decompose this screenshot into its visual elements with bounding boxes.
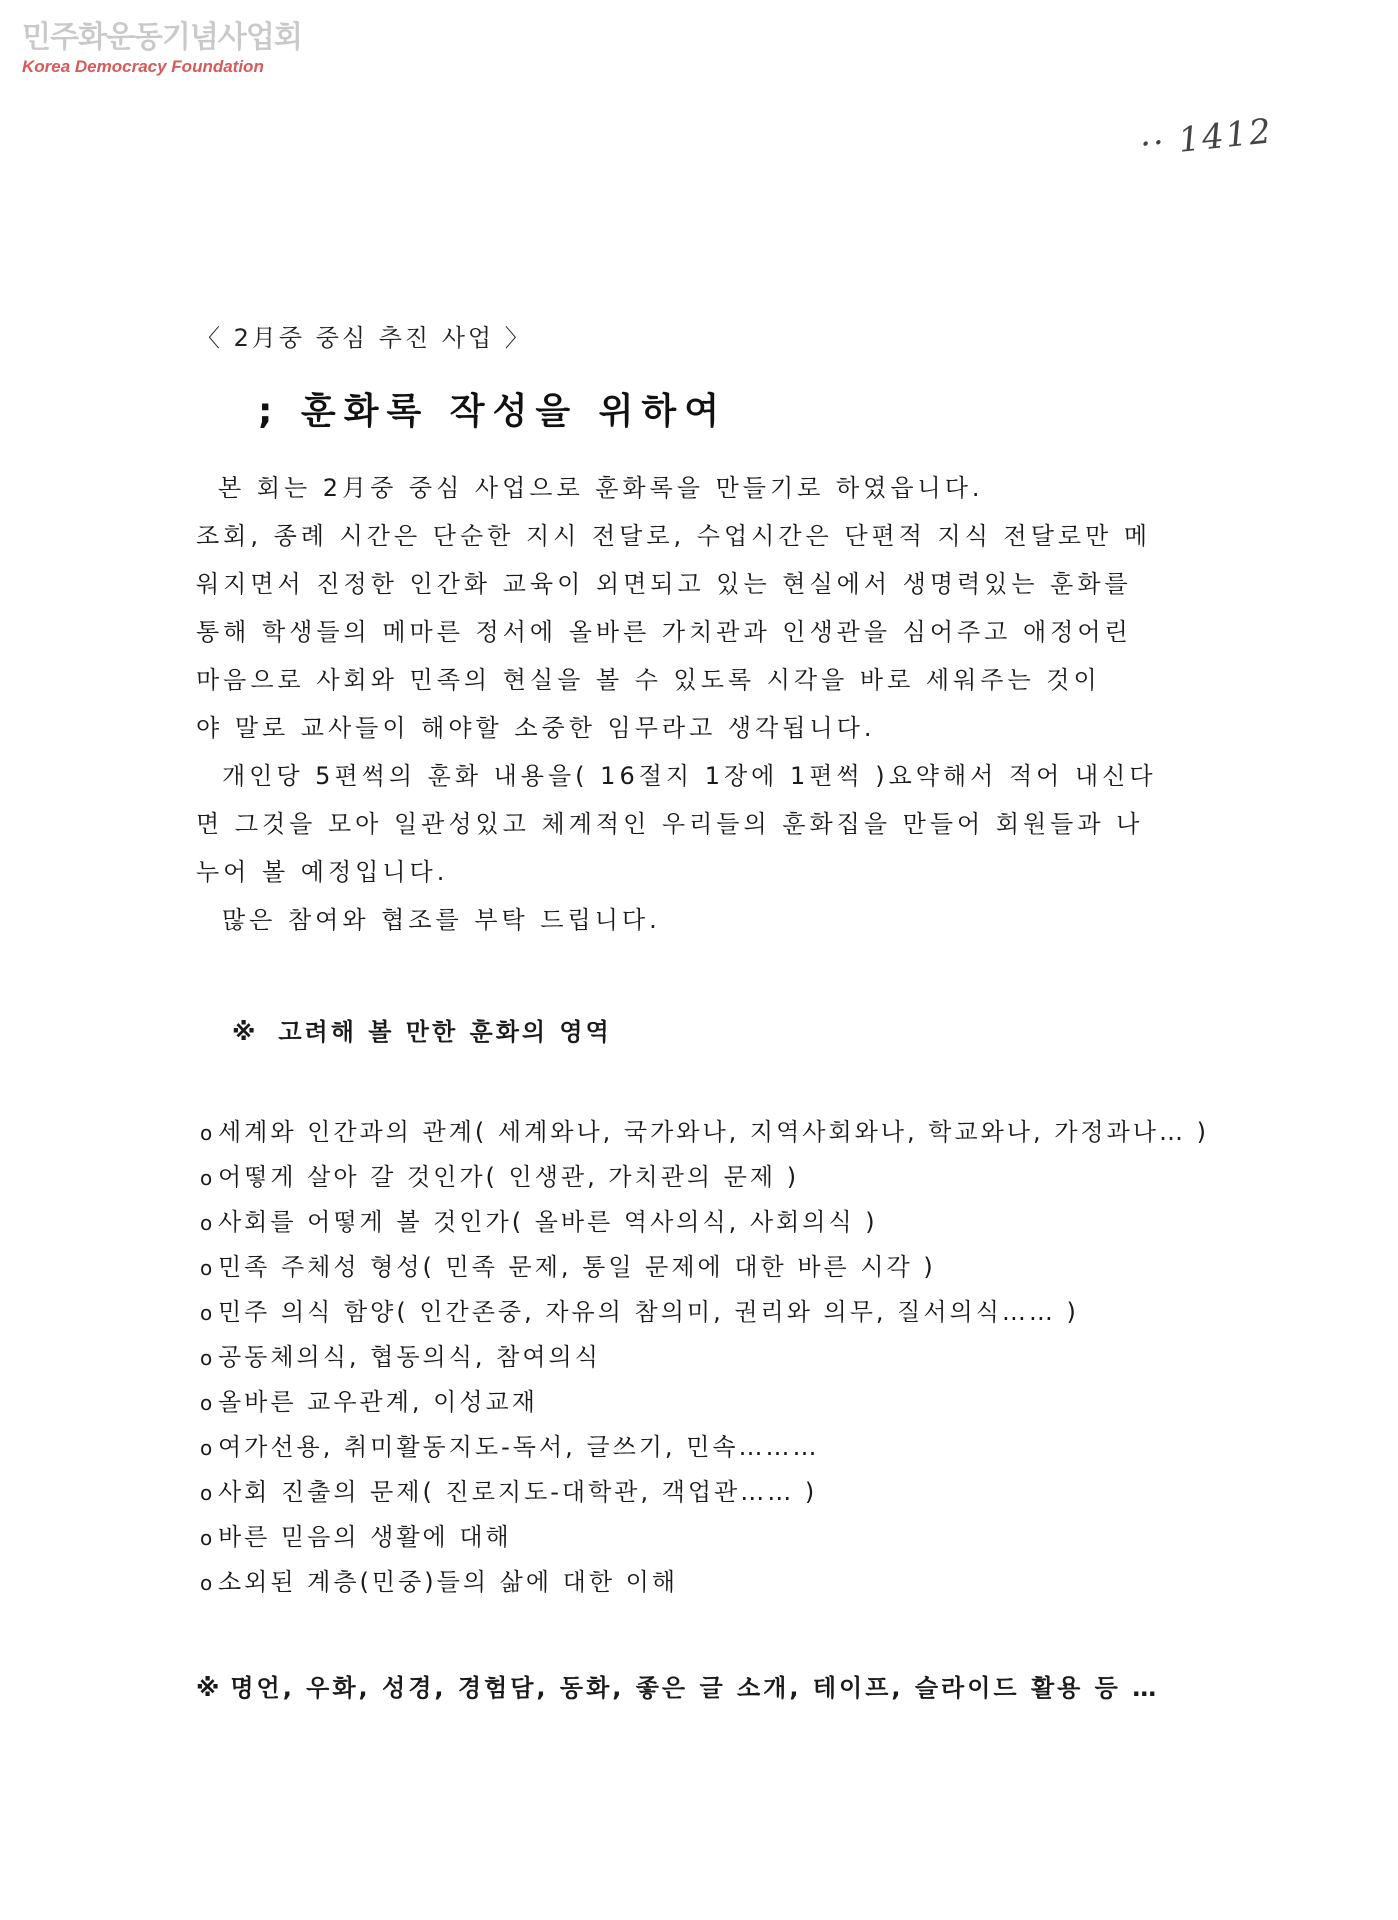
list-item [200,1470,1209,1515]
bullet-icon: o [200,1301,216,1325]
bullet-icon: o [200,1526,216,1550]
list-item [200,1560,1209,1605]
watermark-korean-name: 민주화운동기념사업회 [22,20,302,55]
bullet-icon: o [200,1571,216,1595]
section-heading [232,1012,612,1047]
list-item [200,1200,1209,1245]
list-item-text: 사회를 어떻게 볼 것인가( 올바른 역사의식, 사회의식 ) [218,1208,878,1236]
reference-mark-icon: ※ [232,1018,259,1046]
bullet-icon: o [200,1481,216,1505]
foundation-watermark [22,20,302,78]
section-title: 고려해 볼 만한 훈화의 영역 [278,1018,612,1046]
list-item [200,1110,1209,1155]
document-heading: 〈 2月중 중심 추진 사업 〉 [196,324,532,352]
list-item [200,1515,1209,1560]
topic-area-list [200,1110,1209,1605]
paragraph-line: 야 말로 교사들이 해야할 소중한 임무라고 생각됩니다. [196,714,876,742]
document-title: ; 훈화록 작성을 위하여 [258,391,727,432]
paragraph-line: 워지면서 진정한 인간화 교육이 외면되고 있는 현실에서 생명력있는 훈화를 [196,570,1132,598]
document-body [196,464,1236,944]
bullet-icon: o [200,1121,216,1145]
footer-note [196,1668,1159,1703]
bullet-icon: o [200,1211,216,1235]
bullet-icon: o [200,1256,216,1280]
reference-mark-icon: ※ [196,1674,223,1702]
bullet-icon: o [200,1166,216,1190]
paragraph-line: 누어 볼 예정입니다. [196,858,449,886]
list-item-text: 세계와 인간과의 관계( 세계와나, 국가와나, 지역사회와나, 학교와나, 가정과나… ) [218,1118,1209,1146]
list-item-text: 사회 진출의 문제( 진로지도-대학관, 객업관…… ) [218,1478,818,1506]
list-item [200,1245,1209,1290]
paragraph-line: 통해 학생들의 메마른 정서에 올바른 가치관과 인생관을 심어주고 애정어린 [196,618,1132,646]
paragraph-line: 조회, 종례 시간은 단순한 지시 전달로, 수업시간은 단편적 지식 전달로만 메 [196,522,1152,550]
bullet-icon: o [200,1391,216,1415]
bullet-icon: o [200,1436,216,1460]
list-item [200,1290,1209,1335]
footer-text: 명언, 우화, 성경, 경험담, 동화, 좋은 글 소개, 테이프, 슬라이드 활용 등 … [230,1674,1160,1702]
bullet-icon: o [200,1346,216,1370]
watermark-english-name: Korea Democracy Foundation [22,57,264,76]
paragraph-line: 면 그것을 모아 일관성있고 체계적인 우리들의 훈화집을 만들어 회원들과 나 [196,810,1144,838]
list-item-text: 올바른 교우관계, 이성교재 [218,1388,538,1416]
list-item-text: 여가선용, 취미활동지도-독서, 글쓰기, 민속……… [218,1433,820,1461]
list-item-text: 바른 믿음의 생활에 대해 [218,1523,512,1551]
paragraph-line: 개인당 5편썩의 훈화 내용을( 16절지 1장에 1편썩 )요약해서 적어 내신다 [222,762,1157,790]
list-item [200,1380,1209,1425]
list-item-text: 공동체의식, 협동의식, 참여의식 [218,1343,601,1371]
paragraph-line: 본 회는 2月중 중심 사업으로 훈화록을 만들기로 하였읍니다. [218,474,984,502]
paragraph-line: 많은 참여와 협조를 부탁 드립니다. [222,906,661,934]
list-item [200,1335,1209,1380]
handwritten-page-number: ·· 1412 [1138,111,1275,165]
list-item-text: 어떻게 살아 갈 것인가( 인생관, 가치관의 문제 ) [218,1163,800,1191]
list-item [200,1155,1209,1200]
list-item-text: 민족 주체성 형성( 민족 문제, 통일 문제에 대한 바른 시각 ) [218,1253,936,1281]
list-item-text: 민주 의식 함양( 인간존중, 자유의 참의미, 권리와 의무, 질서의식…… ) [218,1298,1079,1326]
list-item [200,1425,1209,1470]
list-item-text: 소외된 계층(민중)들의 삶에 대한 이해 [218,1568,679,1596]
paragraph-line: 마음으로 사회와 민족의 현실을 볼 수 있도록 시각을 바로 세워주는 것이 [196,666,1101,694]
